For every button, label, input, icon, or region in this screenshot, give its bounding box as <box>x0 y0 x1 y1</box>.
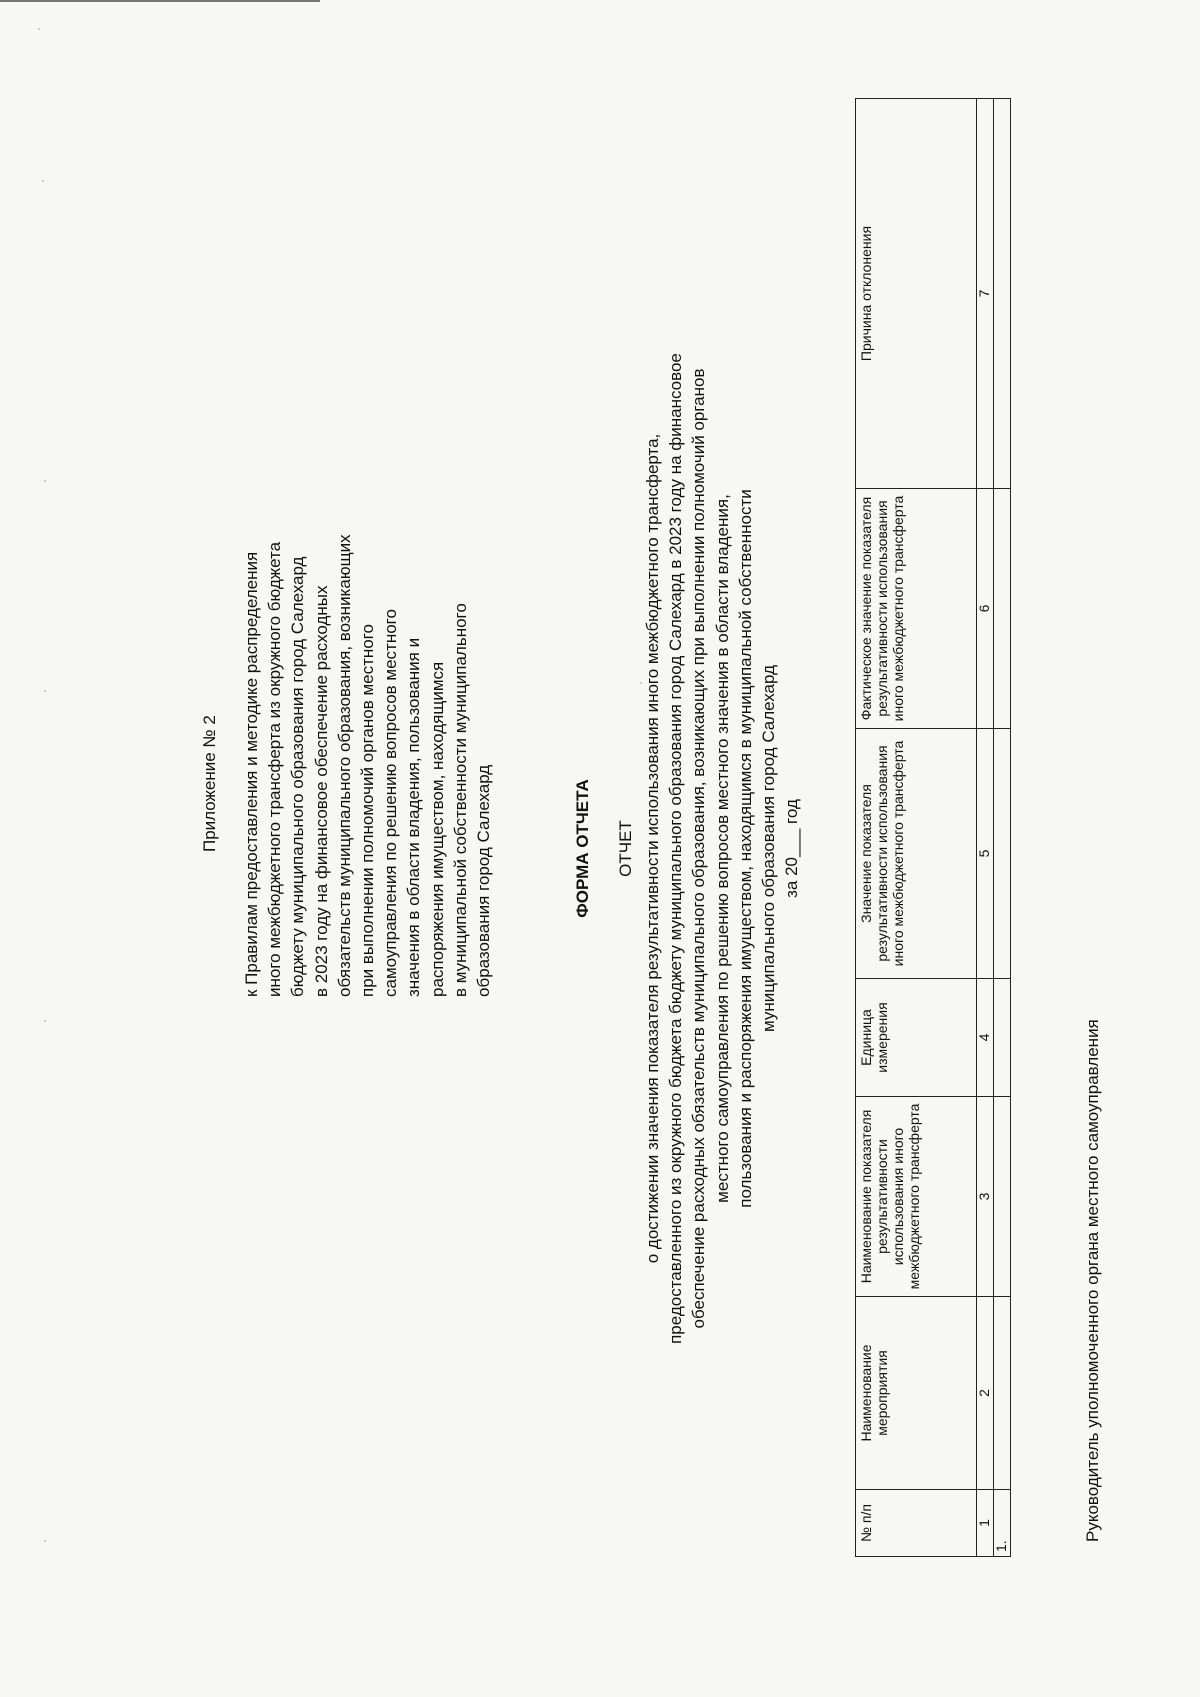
column-number: 7 <box>977 99 994 489</box>
table-cell <box>994 1297 1011 1490</box>
report-description-line: муниципального образования город Салехард <box>759 665 779 1032</box>
rules-reference-line: распоряжения имуществом, находящимся <box>427 661 447 997</box>
appendix-number: Приложение № 2 <box>200 715 219 852</box>
column-number: 1 <box>977 1490 994 1557</box>
column-number: 3 <box>977 1097 994 1297</box>
report-description-line: пользования и распоряжения имуществом, находящимся в муниципальной собственности <box>735 489 755 1208</box>
rules-reference-line: значения в области владения, пользования и <box>404 637 424 997</box>
table-cell <box>994 99 1011 489</box>
report-description-line: предоставленного из окружного бюджета бюджету муниципального образования город Салехард в 2023 году на финансовое <box>666 353 686 1344</box>
rules-reference-line: при выполнении полномочий органов местного <box>358 623 378 997</box>
table-row <box>994 99 1011 1557</box>
rules-reference-line: в 2023 году на финансовое обеспечение расходных <box>311 585 331 997</box>
column-number-row <box>977 99 994 1557</box>
table-header-row <box>856 99 977 1557</box>
column-header-indicator-name: Наименование показателя результативности использования иного межбюджетного трансферта <box>856 1097 977 1297</box>
report-description <box>641 170 803 1527</box>
rules-reference-line: в муниципальной собственности муниципального <box>450 603 470 997</box>
rules-reference-line: образования город Салехард <box>474 764 494 997</box>
rules-reference-line: иного межбюджетного трансферта из окружного бюджета <box>265 541 285 997</box>
column-number: 6 <box>977 489 994 729</box>
rules-reference-line: обязательств муниципального образования, возникающих <box>334 534 354 997</box>
column-header-actual-value: Фактическое значение показателя результативности использования иного межбюджетного трансферта <box>856 489 977 729</box>
report-description-line: о достижении значения показателя результативности использования иного межбюджетного трансферта, <box>643 433 662 1264</box>
report-table <box>855 98 1011 1557</box>
column-header-number: № п/п <box>856 1490 977 1557</box>
report-period-line: за 20___ год <box>782 799 802 898</box>
form-title: ФОРМА ОТЧЕТА <box>573 779 592 918</box>
table-cell <box>994 1097 1011 1297</box>
column-number: 2 <box>977 1297 994 1490</box>
rules-reference-line: бюджету муниципального образования город Салехард <box>288 556 308 997</box>
report-description-line: обеспечение расходных обязательств муниципального образования, возникающих при выполнении полномочий органов <box>689 368 709 1329</box>
table-cell <box>994 979 1011 1097</box>
column-header-indicator-value: Значение показателя результативности использования иного межбюджетного трансферта <box>856 729 977 979</box>
table-cell <box>994 489 1011 729</box>
rules-reference-line: к Правилам предоставления и методике распределения <box>242 551 261 997</box>
column-number: 5 <box>977 729 994 979</box>
column-number: 4 <box>977 979 994 1097</box>
report-label: ОТЧЕТ <box>616 820 635 877</box>
column-header-measure-name: Наименование мероприятия <box>856 1297 977 1490</box>
table-cell: 1. <box>994 1490 1011 1557</box>
table-cell <box>994 729 1011 979</box>
column-header-unit: Единица измерения <box>856 979 977 1097</box>
rules-reference <box>240 437 495 997</box>
signature-line: Руководитель уполномоченного органа местного самоуправления <box>1083 1019 1102 1542</box>
column-header-deviation-reason: Причина отклонения <box>856 99 977 489</box>
report-description-line: местного самоуправления по решению вопросов местного значения в области владения, <box>712 494 732 1203</box>
rules-reference-line: самоуправления по решению вопросов местного <box>381 609 401 997</box>
